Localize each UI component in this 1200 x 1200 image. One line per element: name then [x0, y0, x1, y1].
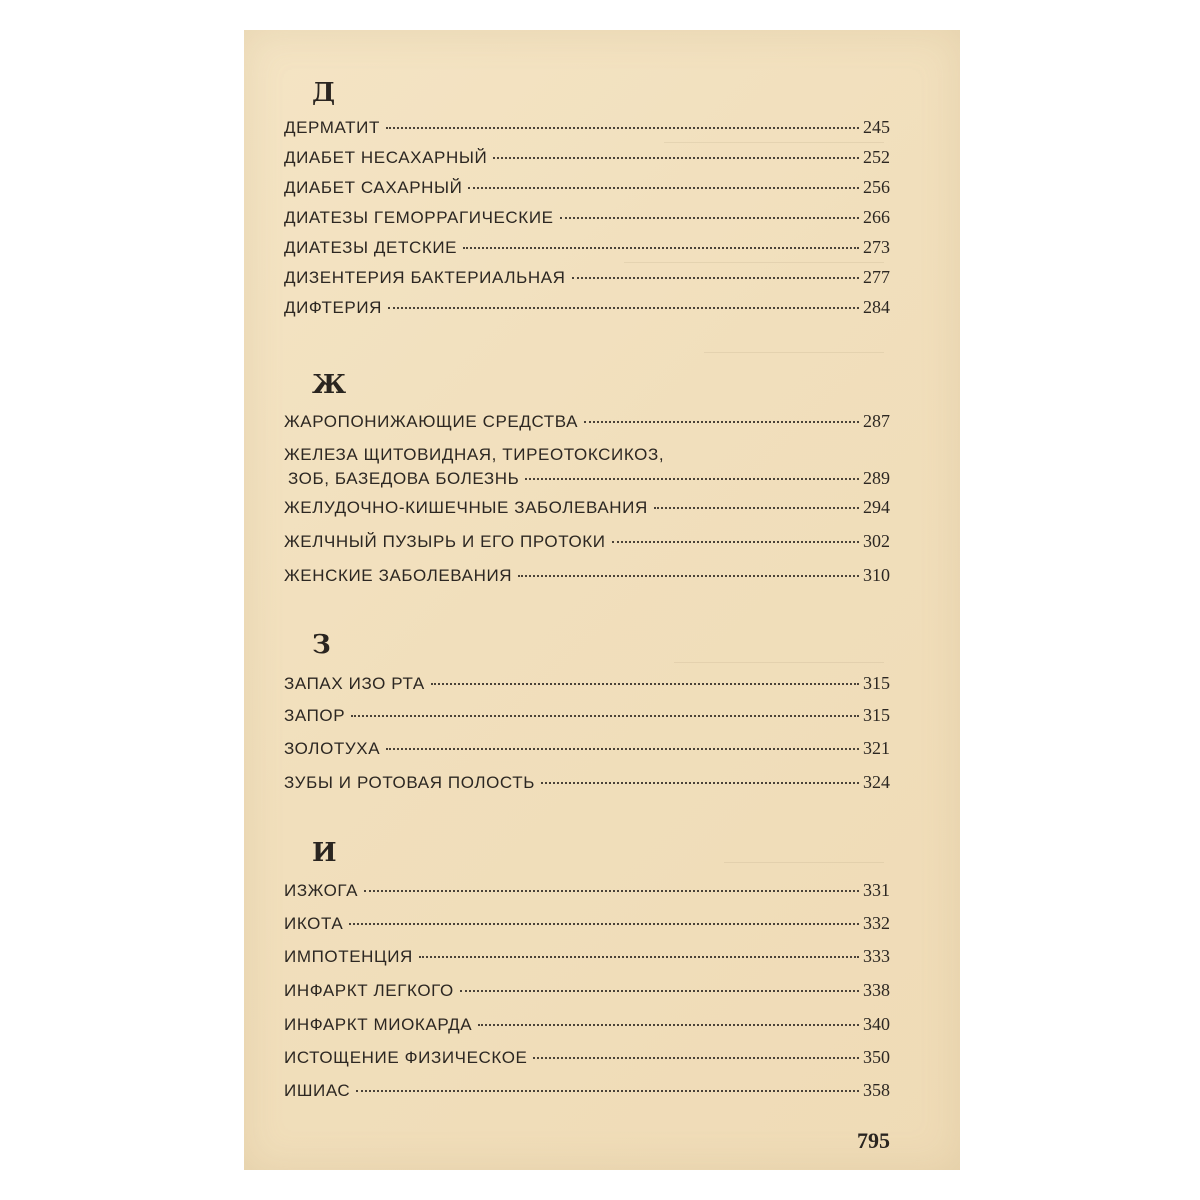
- entry-page-number: 340: [863, 1014, 890, 1034]
- dot-leader: [468, 187, 859, 189]
- dot-leader: [463, 247, 859, 249]
- section-letter-i: И: [312, 838, 337, 868]
- dot-leader: [419, 956, 859, 958]
- entry-page-number: 289: [863, 468, 890, 488]
- entry-title: ЗОЛОТУХА: [284, 739, 381, 758]
- entry-page-number: 294: [863, 497, 890, 517]
- entry-title: ИСТОЩЕНИЕ ФИЗИЧЕСКОЕ: [284, 1048, 528, 1067]
- entry-title: ЗУБЫ И РОТОВАЯ ПОЛОСТЬ: [284, 773, 535, 792]
- entry-title: ИКОТА: [284, 914, 344, 933]
- toc-entry[interactable]: [284, 296, 890, 319]
- toc-entry[interactable]: [284, 704, 890, 727]
- entry-title: ДЕРМАТИТ: [284, 118, 380, 137]
- toc-entry[interactable]: [284, 771, 890, 794]
- dot-leader: [460, 990, 859, 992]
- entry-page-number: 324: [863, 772, 890, 792]
- entry-title: ИЗЖОГА: [284, 881, 359, 900]
- entry-title: ЗАПАХ ИЗО РТА: [284, 674, 425, 693]
- toc-entry[interactable]: [284, 945, 890, 968]
- page-number: 795: [857, 1128, 890, 1153]
- entry-page-number: 350: [863, 1047, 890, 1067]
- toc-entry[interactable]: [284, 879, 890, 902]
- entry-title: ДИФТЕРИЯ: [284, 298, 383, 317]
- entry-title: ИНФАРКТ МИОКАРДА: [284, 1015, 473, 1034]
- entry-page-number: 256: [863, 177, 890, 197]
- dot-leader: [388, 307, 859, 309]
- toc-entry[interactable]: [284, 176, 890, 199]
- dot-leader: [493, 157, 859, 159]
- bleed-through-mark: [724, 862, 884, 863]
- entry-page-number: 315: [863, 673, 890, 693]
- dot-leader: [654, 507, 859, 509]
- bleed-through-mark: [664, 142, 884, 143]
- toc-entry[interactable]: [284, 672, 890, 695]
- entry-page-number: 338: [863, 980, 890, 1000]
- bleed-through-mark: [704, 352, 884, 353]
- book-page: [244, 30, 960, 1170]
- toc-entry[interactable]: [284, 410, 890, 433]
- entry-page-number: 277: [863, 267, 890, 287]
- dot-leader: [386, 127, 859, 129]
- entry-page-number: 331: [863, 880, 890, 900]
- dot-leader: [356, 1090, 859, 1092]
- dot-leader: [525, 478, 859, 480]
- entry-page-number: 302: [863, 531, 890, 551]
- entry-title: ЖЕНСКИЕ ЗАБОЛЕВАНИЯ: [284, 566, 513, 585]
- entry-title: ЖЕЛЧНЫЙ ПУЗЫРЬ И ЕГО ПРОТОКИ: [284, 532, 606, 551]
- entry-title: ИНФАРКТ ЛЕГКОГО: [284, 981, 454, 1000]
- toc-entry[interactable]: [284, 444, 890, 490]
- dot-leader: [431, 683, 859, 685]
- toc-entry[interactable]: [284, 912, 890, 935]
- dot-leader: [584, 421, 859, 423]
- entry-title: ЖЕЛУДОЧНО-КИШЕЧНЫЕ ЗАБОЛЕВАНИЯ: [284, 498, 648, 517]
- dot-leader: [518, 575, 859, 577]
- section-letter-z: З: [312, 630, 331, 660]
- toc-entry[interactable]: [284, 116, 890, 139]
- toc-entry[interactable]: [284, 206, 890, 229]
- entry-page-number: 333: [863, 946, 890, 966]
- toc-entry[interactable]: [284, 1013, 890, 1036]
- toc-entry[interactable]: [284, 737, 890, 760]
- toc-entry[interactable]: [284, 146, 890, 169]
- entry-title: ДИАТЕЗЫ ГЕМОРРАГИЧЕСКИЕ: [284, 208, 554, 227]
- toc-entry[interactable]: [284, 496, 890, 519]
- dot-leader: [351, 715, 859, 717]
- dot-leader: [541, 782, 859, 784]
- dot-leader: [560, 217, 859, 219]
- dot-leader: [349, 923, 859, 925]
- bleed-through-mark: [674, 662, 884, 663]
- entry-page-number: 358: [863, 1080, 890, 1100]
- entry-page-number: 310: [863, 565, 890, 585]
- entry-page-number: 315: [863, 705, 890, 725]
- entry-title: ЖАРОПОНИЖАЮЩИЕ СРЕДСТВА: [284, 412, 579, 431]
- entry-title: ДИАТЕЗЫ ДЕТСКИЕ: [284, 238, 458, 257]
- toc-entry[interactable]: [284, 266, 890, 289]
- entry-page-number: 266: [863, 207, 890, 227]
- entry-title: ИШИАС: [284, 1081, 351, 1100]
- dot-leader: [364, 890, 859, 892]
- entry-page-number: 287: [863, 411, 890, 431]
- entry-title: ЗОБ, БАЗЕДОВА БОЛЕЗНЬ: [288, 469, 520, 488]
- entry-page-number: 245: [863, 117, 890, 137]
- toc-entry[interactable]: [284, 564, 890, 587]
- toc-entry[interactable]: [284, 1046, 890, 1069]
- section-letter-zh: Ж: [312, 370, 347, 400]
- entry-title: ДИАБЕТ НЕСАХАРНЫЙ: [284, 148, 488, 167]
- toc-entry[interactable]: [284, 1079, 890, 1102]
- section-letter-d: Д: [312, 78, 336, 108]
- entry-title: ЗАПОР: [284, 706, 346, 725]
- entry-page-number: 321: [863, 738, 890, 758]
- entry-title: ДИЗЕНТЕРИЯ БАКТЕРИАЛЬНАЯ: [284, 268, 566, 287]
- dot-leader: [612, 541, 859, 543]
- dot-leader: [478, 1024, 859, 1026]
- dot-leader: [386, 748, 859, 750]
- dot-leader: [533, 1057, 859, 1059]
- entry-title-line1: ЖЕЛЕЗА ЩИТОВИДНАЯ, ТИРЕОТОКСИКОЗ,: [284, 445, 665, 464]
- toc-entry[interactable]: [284, 530, 890, 553]
- entry-title: ДИАБЕТ САХАРНЫЙ: [284, 178, 463, 197]
- entry-page-number: 252: [863, 147, 890, 167]
- dot-leader: [572, 277, 859, 279]
- entry-title: ИМПОТЕНЦИЯ: [284, 947, 413, 966]
- entry-page-number: 273: [863, 237, 890, 257]
- entry-page-number: 332: [863, 913, 890, 933]
- entry-page-number: 284: [863, 297, 890, 317]
- toc-entry[interactable]: [284, 979, 890, 1002]
- bleed-through-mark: [624, 262, 884, 263]
- toc-entry[interactable]: [284, 236, 890, 259]
